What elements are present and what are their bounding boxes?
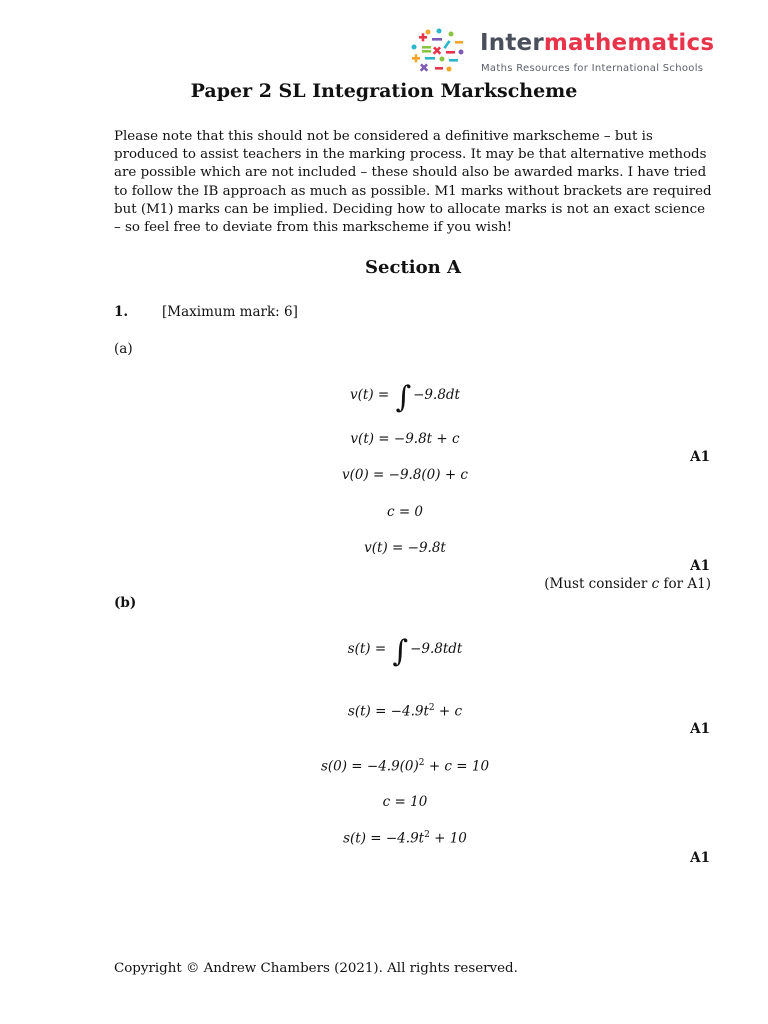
part-a-equation-1: v(t) = ∫ −9.8dt: [350, 380, 460, 415]
part-a-label: (a): [114, 341, 133, 357]
brand-tagline: Maths Resources for International Schools: [481, 63, 704, 74]
part-a-equation-4: c = 0: [386, 504, 424, 520]
question-number: 1.: [114, 304, 129, 320]
section-heading: Section A: [365, 257, 461, 278]
integral-symbol: ∫: [392, 634, 409, 669]
part-b-equation-2: $s(t) = -4.9t^2 + c$: [347, 703, 463, 720]
brand-logo-icon: [408, 26, 472, 76]
document-title: Paper 2 SL Integration Markscheme: [190, 80, 578, 102]
part-b-mark-1: A1: [690, 721, 710, 737]
part-a-equation-2: v(t) = −9.8t + c: [350, 431, 460, 447]
brand-name: Intermathematics: [480, 30, 715, 56]
part-b-equation-1: s(t) = ∫ −9.8tdt: [347, 634, 463, 669]
part-b-equation-4: c = 10: [382, 794, 428, 810]
intro-paragraph: Please note that this should not be considered a definitive markscheme – but is produced to assist teachers in the marking process. It may be that alternative methods are possible which are not included – these should also be awarded marks. I have tried to follow the IB approach as much as possible. M1 marks without brackets are required but (M1) marks can be implied. Deciding how to allocate marks is not an exact science – so feel free to deviate from this markscheme if you wish!: [114, 129, 712, 236]
part-b-equation-5: $s(t) = -4.9t^2 + 10$: [343, 830, 467, 847]
question-max-mark: [Maximum mark: 6]: [162, 304, 298, 320]
part-a-marking-note: (Must consider c for A1): [544, 576, 711, 592]
part-b-equation-3: $s(0) = -4.9(0)^2 + c = 10$: [320, 758, 490, 775]
part-a-equation-5: v(t) = −9.8t: [364, 540, 446, 556]
part-a-equation-3: v(0) = −9.8(0) + c: [341, 467, 468, 483]
part-a-mark-1: A1: [690, 449, 710, 465]
part-b-label: (b): [114, 595, 137, 611]
part-b-mark-2: A1: [690, 850, 710, 866]
integral-symbol: ∫: [395, 380, 412, 415]
part-a-mark-2: A1: [690, 558, 710, 574]
copyright-footer: Copyright © Andrew Chambers (2021). All rights reserved.: [114, 961, 518, 976]
